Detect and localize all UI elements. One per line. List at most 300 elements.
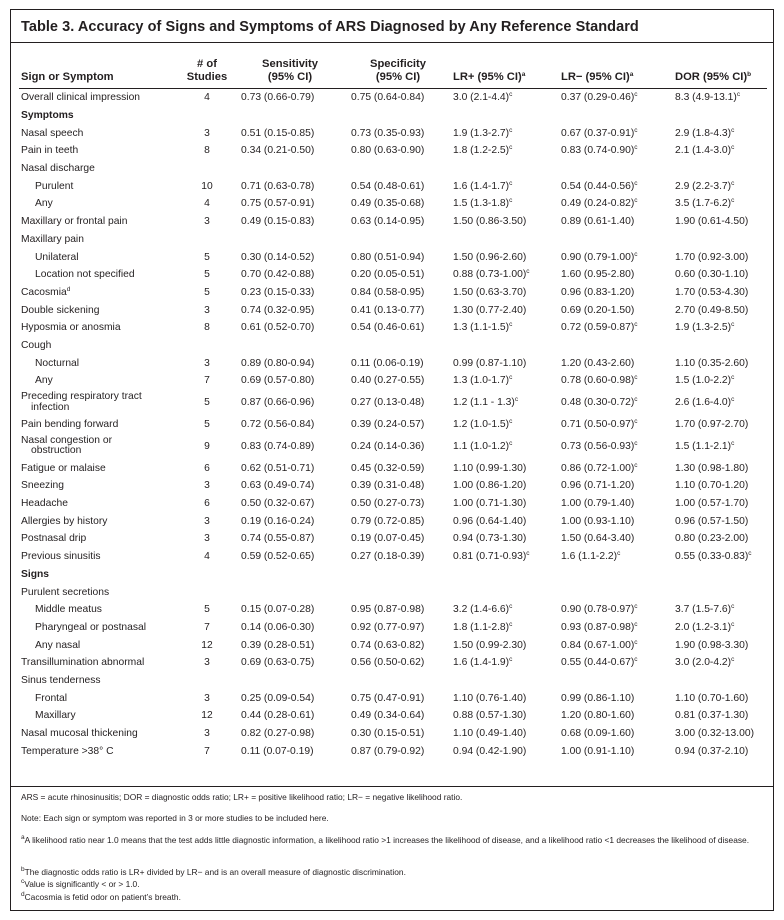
cell-specificity: 0.54 (0.46-0.61) [351,322,425,334]
cell-dor-footnote-mark: c [731,144,735,152]
cell-lr-negative-value: 1.6 (1.1-2.2) [561,551,618,563]
cell-lr-negative-value: 0.84 (0.67-1.00) [561,639,635,651]
cell-sign [19,619,179,637]
table-row [19,195,767,213]
cell-lr-negative [559,142,673,160]
sign-text: Previous sinusitis [21,551,101,563]
cell-dor-value: 0.60 (0.30-1.10) [675,269,749,281]
cell-lr-positive-footnote-mark: c [509,374,513,382]
cell-lr-positive [451,548,559,566]
cell-lr-positive [451,742,559,760]
cell-sign [19,530,179,548]
table-row [19,495,767,513]
table-row [19,477,767,495]
cell-sign [19,433,179,459]
cell-sign [19,301,179,319]
cell-lr-negative-value: 0.90 (0.79-1.00) [561,251,635,263]
cell-lr-negative-value: 0.90 (0.78-0.97) [561,604,635,616]
group-label: Maxillary pain [21,233,84,245]
cell-sign [19,707,179,725]
cell-studies: 9 [204,440,210,452]
sign-text: Headache [21,498,68,510]
cell-lr-negative-footnote-mark: c [634,91,638,99]
cell-specificity: 0.56 (0.50-0.62) [351,657,425,669]
cell-lr-negative-value: 1.00 (0.93-1.10) [561,515,635,527]
cell-lr-positive-value: 1.50 (0.99-2.30) [453,639,527,651]
cell-dor [673,548,767,566]
cell-sign [19,512,179,530]
cell-lr-negative-value: 1.00 (0.79-1.40) [561,498,635,510]
cell-lr-positive [451,495,559,513]
cell-sensitivity: 0.74 (0.55-0.87) [241,533,315,545]
cell-lr-negative [559,548,673,566]
group-row [19,672,767,690]
cell-lr-negative-value: 1.20 (0.43-2.60) [561,357,635,369]
table-row [19,459,767,477]
cell-sign [19,689,179,707]
cell-dor-footnote-mark: c [731,126,735,134]
cell-sign [19,654,179,672]
cell-dor [673,707,767,725]
cell-sensitivity: 0.51 (0.15-0.85) [241,127,315,139]
cell-lr-negative [559,619,673,637]
cell-dor [673,177,767,195]
sign-text: Maxillary or frontal pain [21,216,128,228]
group-label: Cough [21,339,52,351]
cell-sign [19,177,179,195]
group-row [19,231,767,249]
cell-specificity: 0.41 (0.13-0.77) [351,304,425,316]
cell-specificity: 0.30 (0.15-0.51) [351,728,425,740]
cell-dor-value: 1.30 (0.98-1.80) [675,462,749,474]
cell-dor [673,416,767,434]
sign-text: Unilateral [35,251,79,263]
sign-text: Pain in teeth [21,145,79,157]
cell-sensitivity: 0.75 (0.57-0.91) [241,198,315,210]
cell-studies: 4 [204,198,210,210]
sign-text: Nasal mucosal thickening [21,728,138,740]
cell-lr-positive-footnote-mark: c [509,126,513,134]
cell-dor-value: 0.55 (0.33-0.83) [675,551,749,563]
cell-sign [19,495,179,513]
table-row [19,416,767,434]
cell-lr-positive [451,601,559,619]
sign-text: Any nasal [35,639,81,651]
cell-dor [673,213,767,231]
sign-text: Pharyngeal or postnasal [35,621,147,633]
cell-studies: 7 [204,621,210,633]
header-dor [673,58,767,89]
cell-lr-positive [451,248,559,266]
cell-lr-positive-value: 0.94 (0.42-1.90) [453,745,527,757]
cell-lr-positive-value: 1.00 (0.86-1.20) [453,480,527,492]
footnote-abbreviations: ARS = acute rhinosinusitis; DOR = diagnostic odds ratio; LR+ = positive likelihood ratio; LR− = negative likelihood ratio. [21,792,463,802]
cell-sign [19,354,179,372]
cell-dor [673,654,767,672]
cell-lr-positive [451,530,559,548]
cell-specificity: 0.50 (0.27-0.73) [351,498,425,510]
sign-text: Location not specified [35,269,135,281]
cell-lr-negative-value: 0.37 (0.29-0.46) [561,92,635,104]
cell-lr-positive [451,284,559,302]
cell-dor [673,459,767,477]
cell-dor-value: 0.80 (0.23-2.00) [675,533,749,545]
cell-lr-negative [559,266,673,284]
cell-dor [673,477,767,495]
cell-lr-negative-value: 0.69 (0.20-1.50) [561,304,635,316]
cell-lr-negative [559,319,673,337]
sign-text: Temperature >38° C [21,745,114,757]
cell-studies: 10 [201,180,213,192]
cell-lr-negative-value: 1.00 (0.91-1.10) [561,745,635,757]
cell-specificity: 0.80 (0.51-0.94) [351,251,425,263]
cell-lr-negative [559,530,673,548]
sign-footnote-mark: d [66,285,71,293]
cell-lr-negative [559,177,673,195]
cell-lr-negative-value: 0.54 (0.44-0.56) [561,180,635,192]
cell-lr-positive-footnote-mark: c [514,396,519,404]
table-row [19,213,767,231]
cell-lr-negative [559,416,673,434]
cell-studies: 3 [204,304,210,316]
accuracy-table [19,58,767,760]
cell-dor-value: 3.00 (0.32-13.00) [675,728,754,740]
cell-lr-negative-value: 0.68 (0.09-1.60) [561,728,635,740]
cell-lr-positive-footnote-mark: c [509,179,513,187]
group-label: Nasal discharge [21,163,95,175]
cell-dor-footnote-mark: c [731,439,735,447]
footnote-note: Note: Each sign or symptom was reported in 3 or more studies to be included here. [21,813,329,823]
cell-specificity: 0.45 (0.32-0.59) [351,462,425,474]
cell-sensitivity: 0.63 (0.49-0.74) [241,480,315,492]
cell-lr-negative-footnote-mark: c [634,638,638,646]
cell-lr-positive-value: 0.99 (0.87-1.10) [453,357,527,369]
cell-lr-positive-value: 1.5 (1.3-1.8) [453,198,510,210]
cell-lr-positive-footnote-mark: c [509,91,513,99]
cell-lr-negative [559,195,673,213]
cell-studies: 3 [204,480,210,492]
table-row [19,354,767,372]
sign-text: Double sickening [21,304,100,316]
cell-lr-positive-value: 1.3 (1.1-1.5) [453,322,510,334]
cell-dor-value: 2.9 (1.8-4.3) [675,127,732,139]
header-dor-sup: b [747,71,752,78]
sign-text: Middle meatus [35,604,102,616]
cell-studies: 4 [204,551,210,563]
cell-lr-negative [559,213,673,231]
cell-lr-negative-value: 0.55 (0.44-0.67) [561,657,635,669]
cell-studies: 12 [201,639,213,651]
cell-sign [19,548,179,566]
cell-sign [19,477,179,495]
cell-studies: 8 [204,322,210,334]
table-row [19,530,767,548]
cell-sensitivity: 0.11 (0.07-0.19) [241,745,314,757]
table-row [19,619,767,637]
cell-lr-positive-value: 1.00 (0.71-1.30) [453,498,527,510]
cell-sensitivity: 0.70 (0.42-0.88) [241,269,315,281]
footnote-b-mark: b [21,866,25,873]
table-row [19,89,767,107]
cell-dor [673,689,767,707]
cell-sign [19,89,179,107]
cell-dor-value: 1.5 (1.0-2.2) [675,375,732,387]
cell-sensitivity: 0.61 (0.52-0.70) [241,322,315,334]
cell-lr-positive [451,477,559,495]
cell-sensitivity: 0.71 (0.63-0.78) [241,180,315,192]
cell-studies: 7 [204,375,210,387]
table-row [19,636,767,654]
cell-lr-positive-value: 0.88 (0.73-1.00) [453,269,527,281]
cell-lr-negative-footnote-mark: c [634,418,638,426]
cell-sign [19,319,179,337]
cell-dor-value: 0.94 (0.37-2.10) [675,745,749,757]
group-row [19,583,767,601]
cell-lr-negative [559,725,673,743]
table-header [19,58,767,89]
cell-lr-positive-value: 1.8 (1.1-2.8) [453,621,510,633]
cell-sign [19,416,179,434]
cell-dor-footnote-mark: c [731,603,735,611]
cell-lr-negative-value: 1.50 (0.64-3.40) [561,533,635,545]
cell-lr-positive-value: 3.2 (1.4-6.6) [453,604,510,616]
cell-lr-negative [559,707,673,725]
cell-dor [673,195,767,213]
cell-studies: 3 [204,657,210,669]
cell-sensitivity: 0.82 (0.27-0.98) [241,728,315,740]
cell-dor [673,142,767,160]
cell-lr-positive [451,213,559,231]
sign-text: Postnasal drip [21,533,87,545]
cell-studies: 5 [204,397,210,409]
cell-dor-footnote-mark: c [731,396,735,404]
title-divider [11,42,773,43]
cell-lr-negative-value: 0.49 (0.24-0.82) [561,198,635,210]
cell-specificity: 0.80 (0.63-0.90) [351,145,425,157]
cell-lr-negative [559,601,673,619]
cell-specificity: 0.19 (0.07-0.45) [351,533,425,545]
cell-specificity: 0.84 (0.58-0.95) [351,286,425,298]
cell-specificity: 0.39 (0.31-0.48) [351,480,425,492]
footnote-b-text: The diagnostic odds ratio is LR+ divided by LR− and is an overall measure of diagnostic discrimination. [24,867,406,877]
cell-lr-negative [559,512,673,530]
cell-dor-footnote-mark: c [731,179,735,187]
header-lr-negative-sup: a [629,71,634,78]
table-row [19,284,767,302]
sign-text: Nasal speech [21,127,84,139]
cell-sign [19,195,179,213]
section-row [19,107,767,125]
cell-lr-negative-value: 0.96 (0.83-1.20) [561,286,635,298]
cell-lr-negative-footnote-mark: c [634,197,638,205]
cell-lr-positive-value: 1.8 (1.2-2.5) [453,145,510,157]
cell-sensitivity: 0.44 (0.28-0.61) [241,710,315,722]
cell-lr-positive-value: 1.3 (1.0-1.7) [453,375,510,387]
cell-studies: 3 [204,533,210,545]
sign-text: Frontal [35,692,68,704]
cell-sensitivity: 0.62 (0.51-0.71) [241,462,315,474]
cell-specificity: 0.49 (0.35-0.68) [351,198,425,210]
cell-lr-negative [559,372,673,390]
group-row [19,337,767,355]
cell-dor-footnote-mark: c [731,620,735,628]
cell-lr-positive [451,301,559,319]
cell-sign [19,459,179,477]
header-sensitivity-line1: Sensitivity [262,58,318,70]
sign-text-continued: obstruction [31,445,82,457]
header-specificity-line1: Specificity [370,58,426,70]
sign-text: Preceding respiratory tract [21,391,142,403]
cell-lr-positive-value: 1.50 (0.96-2.60) [453,251,527,263]
header-sign [19,58,179,89]
cell-dor-footnote-mark: c [736,91,741,99]
sign-text: Cacosmia [21,286,67,298]
header-lr-positive [451,58,559,89]
cell-dor-value: 1.90 (0.61-4.50) [675,216,749,228]
cell-sensitivity: 0.74 (0.32-0.95) [241,304,315,316]
cell-lr-negative [559,433,673,459]
cell-lr-negative-footnote-mark: c [634,461,638,469]
table-row [19,512,767,530]
footnote-a-text: A likelihood ratio near 1.0 means that the test adds little diagnostic information, a likelihood ratio >1 increases the likelihood of disease, and a likelihood ratio <1 decreases the likelihood of disease. [24,835,750,845]
sign-text: Overall clinical impression [21,92,141,104]
header-sign-text: Sign or Symptom [21,71,114,83]
cell-studies: 6 [204,498,210,510]
cell-lr-negative-footnote-mark: c [634,620,638,628]
cell-lr-negative [559,495,673,513]
cell-lr-positive-footnote-mark: c [526,550,530,558]
cell-sensitivity: 0.49 (0.15-0.83) [241,216,315,228]
cell-specificity: 0.20 (0.05-0.51) [351,269,425,281]
cell-lr-positive-value: 1.2 (1.1 - 1.3) [453,397,515,409]
group-label: Sinus tenderness [21,674,101,686]
cell-dor-footnote-mark: c [731,321,735,329]
cell-lr-negative-footnote-mark: c [634,656,638,664]
sign-text: Hyposmia or anosmia [21,322,121,334]
cell-lr-negative-value: 0.67 (0.37-0.91) [561,127,635,139]
cell-specificity: 0.39 (0.24-0.57) [351,419,425,431]
cell-sensitivity: 0.19 (0.16-0.24) [241,515,315,527]
cell-dor [673,248,767,266]
cell-lr-negative [559,89,673,107]
cell-lr-positive-value: 1.1 (1.0-1.2) [453,440,510,452]
cell-lr-positive [451,390,559,416]
sign-text: Nasal congestion or [21,434,113,446]
sign-text: Any [35,375,53,387]
cell-specificity: 0.87 (0.79-0.92) [351,745,425,757]
cell-dor [673,601,767,619]
cell-dor-value: 1.5 (1.1-2.1) [675,440,732,452]
cell-studies: 12 [201,710,213,722]
cell-lr-positive [451,416,559,434]
table-row [19,689,767,707]
cell-specificity: 0.40 (0.27-0.55) [351,375,425,387]
cell-sensitivity: 0.83 (0.74-0.89) [241,440,315,452]
cell-lr-positive [451,177,559,195]
footnote-a-mark: a [21,834,25,841]
footnote-d [21,892,761,903]
cell-lr-positive-value: 1.9 (1.3-2.7) [453,127,510,139]
cell-sign [19,725,179,743]
header-specificity-line2: (95% CI) [375,71,421,83]
group-label: Purulent secretions [21,586,110,598]
cell-specificity: 0.74 (0.63-0.82) [351,639,425,651]
cell-lr-negative-footnote-mark: c [634,126,638,134]
cell-lr-positive-footnote-mark: c [509,418,513,426]
cell-lr-negative-value: 0.93 (0.87-0.98) [561,621,635,633]
header-specificity [345,58,451,89]
sign-text: Maxillary [35,710,76,722]
cell-lr-positive [451,195,559,213]
cell-lr-negative-footnote-mark: c [617,550,621,558]
header-sensitivity [235,58,345,89]
cell-sensitivity: 0.89 (0.80-0.94) [241,357,315,369]
cell-dor-value: 2.9 (2.2-3.7) [675,180,732,192]
cell-lr-negative [559,124,673,142]
sign-text: Transillumination abnormal [21,657,145,669]
cell-dor [673,495,767,513]
sign-text: Sneezing [21,480,64,492]
cell-lr-negative [559,301,673,319]
cell-lr-positive [451,654,559,672]
cell-sensitivity: 0.73 (0.66-0.79) [241,92,315,104]
cell-lr-positive [451,689,559,707]
cell-specificity: 0.24 (0.14-0.36) [351,440,425,452]
cell-lr-positive-footnote-mark: c [509,439,513,447]
cell-lr-positive-value: 0.81 (0.71-0.93) [453,551,527,563]
cell-lr-negative [559,477,673,495]
cell-lr-negative-value: 0.86 (0.72-1.00) [561,462,635,474]
cell-lr-positive [451,459,559,477]
cell-lr-positive [451,512,559,530]
header-sensitivity-line2: (95% CI) [267,71,313,83]
cell-lr-positive-value: 1.50 (0.63-3.70) [453,286,527,298]
cell-lr-positive-value: 1.50 (0.86-3.50) [453,216,527,228]
cell-studies: 3 [204,515,210,527]
cell-studies: 3 [204,728,210,740]
cell-sensitivity: 0.72 (0.56-0.84) [241,419,315,431]
table-row [19,742,767,760]
cell-dor [673,619,767,637]
cell-lr-positive [451,372,559,390]
cell-sensitivity: 0.39 (0.28-0.51) [241,639,315,651]
section-label: Symptoms [21,110,74,122]
table-body [19,89,767,761]
table-row [19,372,767,390]
cell-dor-value: 2.6 (1.6-4.0) [675,397,732,409]
header-lr-negative [559,58,673,89]
cell-dor-value: 1.70 (0.97-2.70) [675,419,749,431]
cell-dor-value: 1.70 (0.92-3.00) [675,251,749,263]
cell-studies: 4 [204,92,210,104]
cell-lr-negative-value: 0.71 (0.50-0.97) [561,419,635,431]
cell-lr-positive-value: 1.10 (0.76-1.40) [453,692,527,704]
cell-sign [19,142,179,160]
header-studies-line2: Studies [186,71,228,83]
cell-lr-positive [451,636,559,654]
table-row [19,177,767,195]
cell-lr-positive-value: 1.6 (1.4-1.7) [453,180,510,192]
cell-dor-footnote-mark: c [731,656,735,664]
table-row [19,601,767,619]
cell-studies: 7 [204,745,210,757]
sign-text: Fatigue or malaise [21,462,106,474]
cell-sensitivity: 0.59 (0.52-0.65) [241,551,315,563]
cell-sensitivity: 0.15 (0.07-0.28) [241,604,315,616]
cell-dor-value: 0.81 (0.37-1.30) [675,710,749,722]
cell-dor-value: 2.0 (1.2-3.1) [675,621,732,633]
cell-dor-value: 1.9 (1.3-2.5) [675,322,732,334]
